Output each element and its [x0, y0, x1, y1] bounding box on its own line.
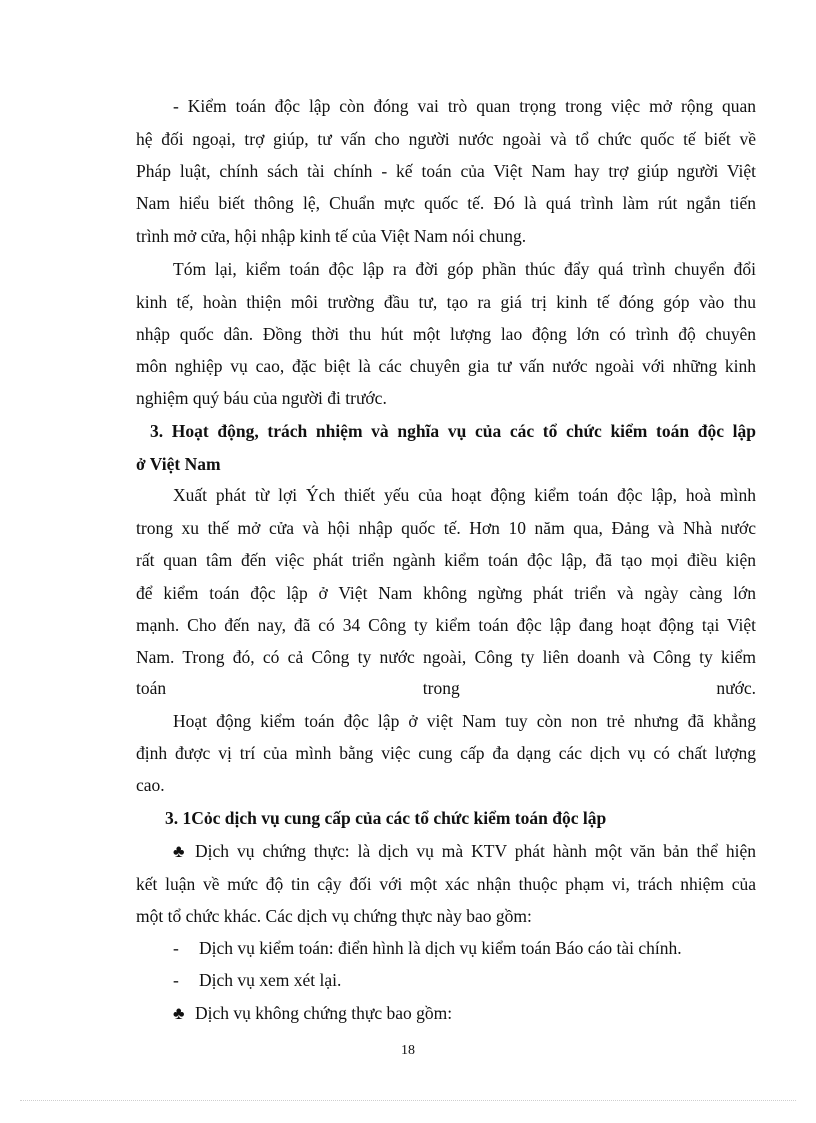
paragraph-line: Tóm lại, kiểm toán độc lập ra đời góp phần thúc đẩy quá trình chuyển đổi	[173, 259, 756, 279]
paragraph-line: một tổ chức khác. Các dịch vụ chứng thực này bao gồm:	[136, 906, 532, 926]
paragraph-line: cao.	[136, 775, 165, 795]
paragraph-line: định được vị trí của mình bằng việc cung cấp đa dạng các dịch vụ có chất lượng	[136, 743, 756, 763]
paragraph-line: Nam hiểu biết thông lệ, Chuẩn mực quốc tế. Đó là quá trình làm rút ngắn tiến	[136, 193, 756, 213]
paragraph-line: trong xu thế mở cửa và hội nhập quốc tế. Hơn 10 năm qua, Đảng và Nhà nước	[136, 518, 756, 538]
bullet-line	[173, 1002, 756, 1024]
paragraph-line: kinh tế, hoàn thiện môi trường đầu tư, tạo ra giá trị kinh tế đóng góp vào thu	[136, 292, 756, 312]
bullet-text: Dịch vụ chứng thực: là dịch vụ mà KTV phát hành một văn bản thể hiện	[195, 841, 756, 861]
paragraph-line: nghiệm quý báu của người đi trước.	[136, 388, 387, 408]
paragraph-line: mạnh. Cho đến nay, đã có 34 Công ty kiểm toán độc lập đang hoạt động tại Việt	[136, 615, 756, 635]
club-bullet-icon: ♣	[173, 1003, 185, 1023]
page-bottom-divider	[20, 1100, 796, 1101]
paragraph-line: toán trong nước.	[136, 678, 756, 698]
paragraph-line: - Kiểm toán độc lập còn đóng vai trò quan trọng trong việc mở rộng quan	[173, 96, 756, 116]
list-item-text: Dịch vụ xem xét lại.	[199, 970, 342, 990]
paragraph-line: rất quan tâm đến việc phát triển ngành kiểm toán độc lập, đã tạo mọi điều kiện	[136, 550, 756, 570]
paragraph-line: môn nghiệp vụ cao, đặc biệt là các chuyên gia tư vấn nước ngoài với những kinh	[136, 356, 756, 376]
paragraph-line: Pháp luật, chính sách tài chính - kế toán của Việt Nam hay trợ giúp người Việt	[136, 161, 756, 181]
paragraph-line: kết luận về mức độ tin cậy đối với một xác nhận thuộc phạm vi, trách nhiệm của	[136, 874, 756, 894]
list-item-text: Dịch vụ kiểm toán: điển hình là dịch vụ kiểm toán Báo cáo tài chính.	[199, 938, 682, 958]
paragraph-line: nhập quốc dân. Đồng thời thu hút một lượng lao động lớn có trình độ chuyên	[136, 324, 756, 344]
club-bullet-icon: ♣	[173, 841, 185, 861]
section-heading: 3. Hoạt động, trách nhiệm và nghĩa vụ của các tổ chức kiểm toán độc lập	[150, 421, 756, 441]
dash-list-item	[173, 937, 756, 959]
paragraph-line: Hoạt động kiểm toán độc lập ở việt Nam tuy còn non trẻ nhưng đã khẳng	[173, 711, 756, 731]
paragraph-line: hệ đối ngoại, trợ giúp, tư vấn cho người nước ngoài và tổ chức quốc tế biết về	[136, 129, 756, 149]
paragraph-line: Nam. Trong đó, có cả Công ty nước ngoài, Công ty liên doanh và Công ty kiểm	[136, 647, 756, 667]
page-number: 18	[401, 1043, 415, 1058]
bullet-text: Dịch vụ không chứng thực bao gồm:	[195, 1003, 453, 1023]
dash-list-item	[173, 969, 756, 991]
paragraph-line: Xuất phát từ lợi Ých thiết yếu của hoạt động kiểm toán độc lập, hoà mình	[173, 485, 756, 505]
dash-marker: -	[173, 938, 179, 958]
section-heading-continued: ở Việt Nam	[136, 454, 221, 474]
bullet-line	[173, 840, 756, 862]
subsection-heading: 3. 1Cỏc dịch vụ cung cấp của các tổ chức kiểm toán độc lập	[165, 808, 607, 828]
paragraph-line: trình mở cửa, hội nhập kinh tế của Việt Nam nói chung.	[136, 226, 527, 246]
paragraph-line: để kiểm toán độc lập ở Việt Nam không ngừng phát triển và ngày càng lớn	[136, 583, 756, 603]
dash-marker: -	[173, 970, 179, 990]
